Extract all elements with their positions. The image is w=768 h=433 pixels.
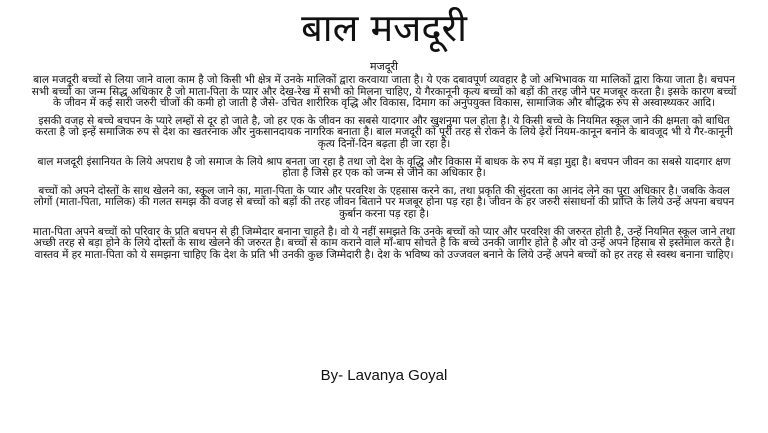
paragraph-4: बच्चों को अपने दोस्तों के साथ खेलने का, स्कूल जाने का, माता-पिता के प्यार और परवरिश के एहसास करने का, तथा प्रकृति की सुंदरता का आनंद लेने का पूरा अधिकार है। जबकि केवल लोगों (माता-पिता, मालिक) की गलत समझ की वजह से बच्चों को बड़ों की तरह जीवन बिताने पर मजबूर होना पड़ रहा है। जीवन के हर जरुरी संसाधनों की प्राप्ति के लिये उन्हें अपना बचपन कुर्बान करना पड़ रहा है। bbox=[33, 184, 735, 220]
essay-body bbox=[28, 75, 740, 267]
author-credit: By- Lavanya Goyal bbox=[320, 367, 448, 384]
document-title: बाल मजदूरी bbox=[301, 6, 467, 50]
paragraph-1: बाल मजदूरी बच्चों से लिया जाने वाला काम है जो किसी भी क्षेत्र में उनके मालिकों द्वारा करवाया जाता है। ये एक दबावपूर्ण व्यवहार है जो अभिभावक या मालिकों द्वारा किया जाता है। बचपन सभी बच्चों का जन्म सिद्ध अधिकार है जो माता-पिता के प्यार और देख-रेख में सभी को मिलना चाहिए, ये गैरकानूनी कृत्य बच्चों को बड़ों की तरह जीने पर मजबूर करता है। इसके कारण बच्चों के जीवन में कई सारी जरुरी चीजों की कमी हो जाती है जैसे- उचित शारीरिक वृद्धि और विकास, दिमाग का अनुपयुक्त विकास, सामाजिक और बौद्धिक रुप से अस्वास्थ्यकर आदि। bbox=[31, 74, 737, 110]
paragraph-2: इसकी वजह से बच्चे बचपन के प्यारे लम्हों से दूर हो जाते है, जो हर एक के जीवन का सबसे यादगार और खुशनुमा पल होता है। ये किसी बच्चे के नियमित स्कूल जाने की क्षमता को बाधित करता है जो इन्हें समाजिक रुप से देश का खतरनाक और नुकसानदायक नागरिक बनाता है। बाल मजदूरी को पूरी तरह से रोकने के लिये ढ़ेरों नियम-कानून बनाने के बावजूद भी ये गैर-कानूनी कृत्य दिनों-दिन बढ़ता ही जा रहा है। bbox=[35, 114, 733, 150]
paragraph-5: माता-पिता अपने बच्चों को परिवार के प्रति बचपन से ही जिम्मेदार बनाना चाहते है। वो ये नहीं समझते कि उनके बच्चों को प्यार और परवरिश की जरुरत होती है, उन्हें नियमित स्कूल जाने तथा अच्छी तरह से बड़ा होने के लिये दोस्तों के साथ खेलने की जरुरत है। बच्चों से काम कराने वाले माँ-बाप सोचते है कि बच्चे उनकी जागीर होते है और वो उन्हें अपने हिसाब से इस्तेमाल करते है। वास्तव में हर माता-पिता को ये समझना चाहिए कि देश के प्रति भी उनकी कुछ जिम्मेदारी है। देश के भविष्य को उज्जवल बनाने के लिये उन्हें अपने बच्चों को हर तरह से स्वस्थ बनाना चाहिए। bbox=[32, 225, 736, 261]
document-subtitle: मजदूरी bbox=[370, 60, 398, 73]
paragraph-3: बाल मजदूरी इंसानियत के लिये अपराध है जो समाज के लिये श्राप बनता जा रहा है तथा जो देश के वृद्धि और विकास में बाधक के रुप में बड़ा मुद्दा है। बचपन जीवन का सबसे यादगार क्षण होता है जिसे हर एक को जन्म से जीने का अधिकार है। bbox=[37, 155, 731, 180]
